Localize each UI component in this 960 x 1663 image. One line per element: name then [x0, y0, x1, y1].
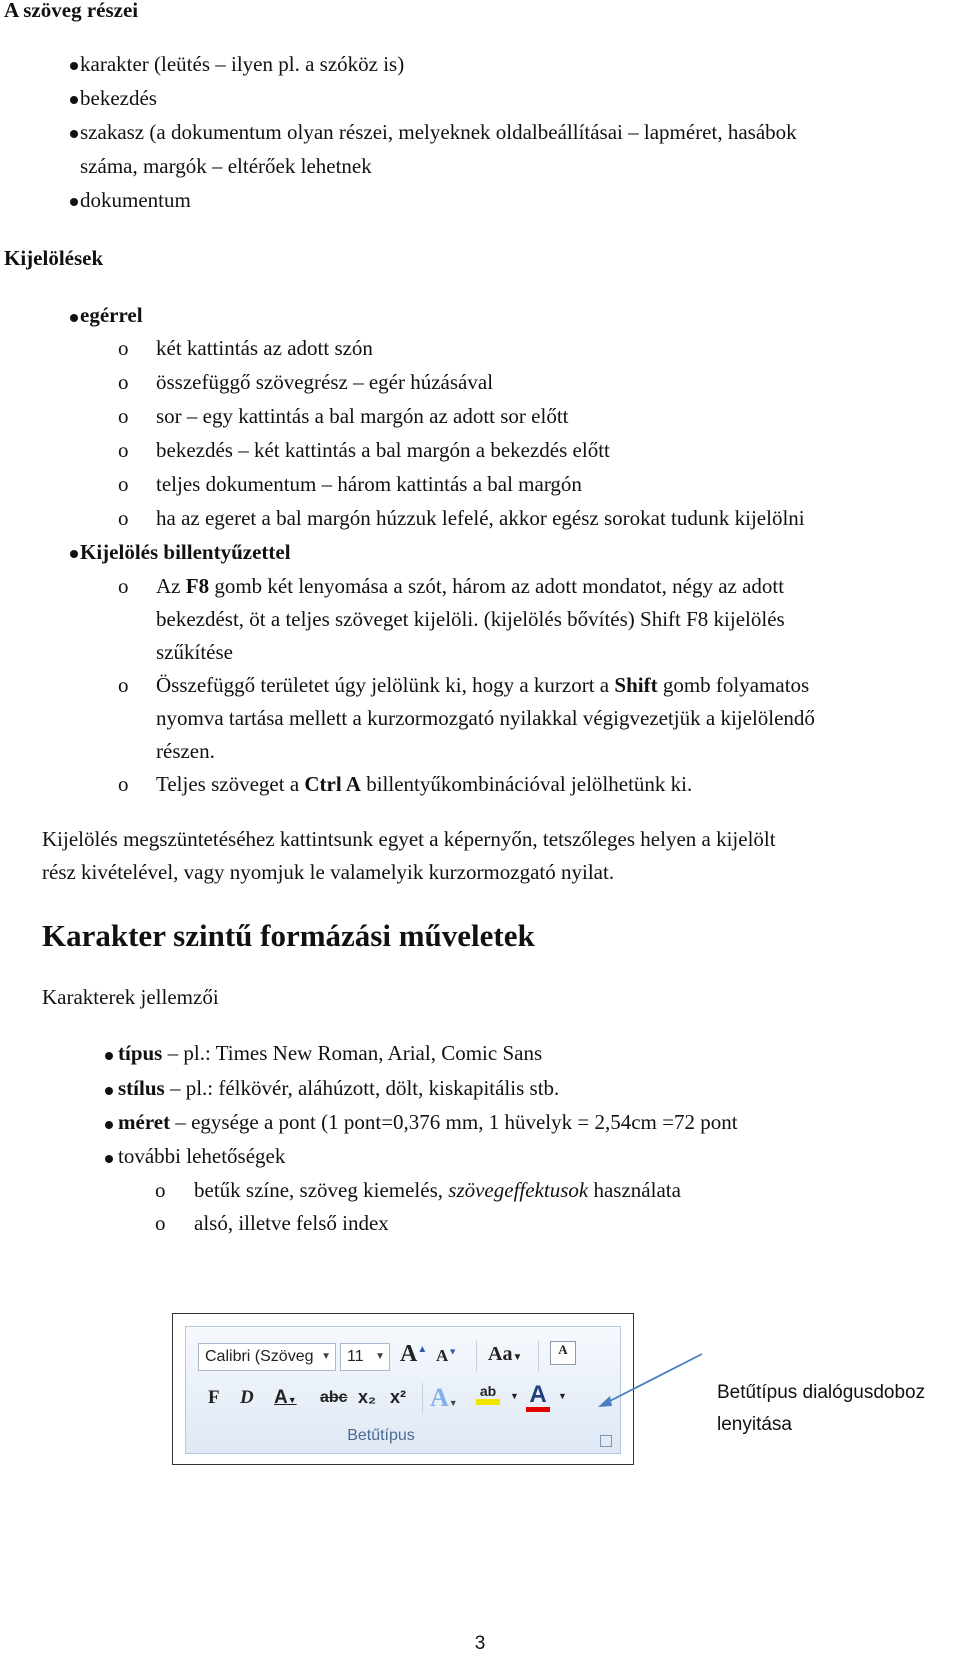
key-ctrl-a: Ctrl A: [304, 772, 361, 796]
list-item-type: [118, 1041, 542, 1066]
sub-list-item-continuation: bekezdést, öt a teljes szöveget kijelöli. (kijelölés bővítés) Shift F8 kijelölés: [156, 607, 785, 631]
font-color-icon: A: [529, 1381, 547, 1408]
text: – egysége a pont (1 pont=0,376 mm, 1 hüvelyk = 2,54cm =72 pont: [170, 1110, 738, 1134]
text: gomb folyamatos: [657, 673, 810, 697]
bullet-icon: [105, 1052, 113, 1060]
circle-bullet-icon: o: [118, 404, 129, 428]
grow-font-icon: A: [400, 1341, 418, 1367]
key-shift: Shift: [614, 673, 658, 697]
text: betűk színe, szöveg kiemelés,: [194, 1178, 449, 1202]
bullet-icon: [70, 130, 78, 138]
sub-list-item: két kattintás az adott szón: [156, 336, 373, 360]
list-item: bekezdés: [80, 86, 157, 110]
sub-list-item: teljes dokumentum – három kattintás a bal margón: [156, 472, 582, 496]
font-size-combo[interactable]: [340, 1343, 390, 1371]
bullet-icon: [105, 1155, 113, 1163]
circle-bullet-icon: o: [118, 673, 129, 697]
separator: [422, 1383, 423, 1413]
text: – pl.: Times New Roman, Arial, Comic Sans: [162, 1041, 543, 1065]
list-item: dokumentum: [80, 188, 191, 212]
text: Összefüggő területet úgy jelölünk ki, hogy a kurzort a: [156, 673, 615, 697]
list-item-mouse: egérrel: [80, 303, 143, 327]
section-title-selections: Kijelölések: [4, 246, 104, 270]
bullet-icon: [70, 96, 78, 104]
bullet-icon: [105, 1087, 113, 1095]
circle-bullet-icon: o: [155, 1211, 166, 1235]
sub-list-item: összefüggő szövegrész – egér húzásával: [156, 370, 494, 394]
text-italic: szövegeffektusok: [448, 1178, 589, 1202]
font-color-button[interactable]: [526, 1381, 550, 1412]
ribbon-screenshot-frame: [172, 1313, 634, 1465]
dialog-launcher-icon[interactable]: [600, 1435, 612, 1447]
list-item-continuation: száma, margók – eltérőek lehetnek: [80, 154, 372, 178]
underline-button[interactable]: A▼: [274, 1387, 297, 1408]
grow-font-button[interactable]: A▲: [400, 1341, 428, 1367]
list-item-style: [118, 1076, 559, 1101]
change-case-button[interactable]: Aa▼: [488, 1343, 523, 1365]
chevron-down-icon[interactable]: ▼: [510, 1391, 519, 1401]
separator: [538, 1341, 539, 1371]
underline-icon: A: [274, 1387, 288, 1408]
arrow-head-icon: [598, 1396, 612, 1407]
superscript-icon: x²: [390, 1387, 407, 1407]
text: – pl.: félkövér, aláhúzott, dölt, kiskapitális stb.: [164, 1076, 560, 1100]
highlight-color-swatch: [476, 1399, 500, 1405]
italic-icon: D: [240, 1387, 254, 1408]
font-size-value: 11: [347, 1348, 364, 1365]
text: Teljes szöveget a: [156, 772, 305, 796]
term: típus: [118, 1041, 163, 1065]
sub-list-item: sor – egy kattintás a bal margón az adott sor előtt: [156, 404, 569, 428]
superscript-button[interactable]: [390, 1387, 406, 1408]
text-effects-button[interactable]: A▼: [430, 1383, 458, 1412]
separator: [476, 1341, 477, 1371]
list-item-size: [118, 1110, 738, 1135]
callout-line: Betűtípus dialógusdoboz: [717, 1382, 926, 1403]
arrow-line: [604, 1354, 702, 1404]
highlight-button[interactable]: [476, 1383, 500, 1405]
heading-character-formatting: Karakter szintű formázási műveletek: [42, 918, 535, 953]
chevron-down-icon[interactable]: ▼: [558, 1391, 567, 1401]
callout-text: [717, 1377, 925, 1441]
list-item-more: további lehetőségek: [118, 1144, 286, 1168]
sub-list-item-f8: [156, 574, 784, 599]
highlight-icon: ab: [479, 1383, 497, 1399]
list-item: szakasz (a dokumentum olyan részei, melyeknek oldalbeállításai – lapméret, hasábok: [80, 120, 797, 144]
chevron-down-icon: ▼: [321, 1351, 331, 1362]
bullet-icon: [70, 314, 78, 322]
strikethrough-button[interactable]: [320, 1389, 348, 1407]
bold-icon: F: [208, 1387, 220, 1408]
font-name-value: Calibri (Szöveg: [205, 1348, 314, 1365]
circle-bullet-icon: o: [118, 772, 129, 796]
text: használata: [588, 1178, 681, 1202]
sub-list-item-colors: [194, 1178, 681, 1203]
sub-list-item: ha az egeret a bal margón húzzuk lefelé, akkor egész sorokat tudunk kijelölni: [156, 506, 805, 530]
chevron-down-icon: ▼: [375, 1351, 385, 1362]
circle-bullet-icon: o: [155, 1178, 166, 1202]
sub-list-item: bekezdés – két kattintás a bal margón a bekezdés előtt: [156, 438, 610, 462]
circle-bullet-icon: o: [118, 574, 129, 598]
term: stílus: [118, 1076, 165, 1100]
page-number: 3: [474, 1633, 486, 1654]
bullet-icon: [105, 1121, 113, 1129]
bold-button[interactable]: [208, 1387, 220, 1409]
text: billentyűkombinációval jelölhetünk ki.: [360, 772, 693, 796]
text-effects-icon: A: [430, 1383, 449, 1412]
circle-bullet-icon: o: [118, 506, 129, 530]
key-f8: F8: [185, 574, 210, 598]
circle-bullet-icon: o: [118, 370, 129, 394]
sub-list-item-index: alsó, illetve felső index: [194, 1211, 389, 1235]
font-ribbon-group: [185, 1326, 621, 1454]
list-item-keyboard: Kijelölés billentyűzettel: [80, 540, 291, 564]
shrink-font-button[interactable]: A▼: [436, 1346, 458, 1365]
text: gomb két lenyomása a szót, három az adott mondatot, négy az adott: [209, 574, 785, 598]
sub-list-item-continuation: részen.: [156, 739, 215, 763]
clear-formatting-icon: A: [558, 1342, 568, 1357]
bullet-icon: [70, 62, 78, 70]
subscript-button[interactable]: [358, 1387, 376, 1408]
term: méret: [118, 1110, 171, 1134]
callout-arrow: [590, 1340, 710, 1420]
paragraph-line: Kijelölés megszüntetéséhez kattintsunk egyet a képernyőn, tetszőleges helyen a kijelölt: [42, 827, 776, 851]
group-label-font: Betűtípus: [347, 1427, 415, 1444]
sub-list-item-shift: [156, 673, 809, 698]
circle-bullet-icon: o: [118, 438, 129, 462]
list-item: karakter (leütés – ilyen pl. a szóköz is): [80, 52, 405, 76]
circle-bullet-icon: o: [118, 472, 129, 496]
sub-list-item-ctrl-a: [156, 772, 692, 797]
strikethrough-icon: abc: [320, 1389, 348, 1406]
sub-list-item-continuation: szűkítése: [156, 640, 233, 664]
paragraph-line: rész kivételével, vagy nyomjuk le valamelyik kurzormozgató nyilat.: [42, 860, 615, 884]
subscript-icon: x₂: [358, 1387, 377, 1407]
shrink-font-icon: A: [436, 1346, 449, 1365]
subheading-character-properties: Karakterek jellemzői: [42, 985, 219, 1009]
clear-formatting-button[interactable]: [550, 1341, 576, 1365]
sub-list-item-continuation: nyomva tartása mellett a kurzormozgató nyilakkal végigvezetjük a kijelölendő: [156, 706, 815, 730]
font-name-combo[interactable]: [198, 1343, 336, 1371]
callout-line: lenyitása: [717, 1414, 792, 1435]
bullet-icon: [70, 198, 78, 206]
change-case-icon: Aa: [488, 1343, 513, 1365]
italic-button[interactable]: [240, 1387, 254, 1409]
bullet-icon: [70, 550, 78, 558]
text: Az: [156, 574, 186, 598]
section-title-text-parts: A szöveg részei: [4, 0, 139, 22]
circle-bullet-icon: o: [118, 336, 129, 360]
